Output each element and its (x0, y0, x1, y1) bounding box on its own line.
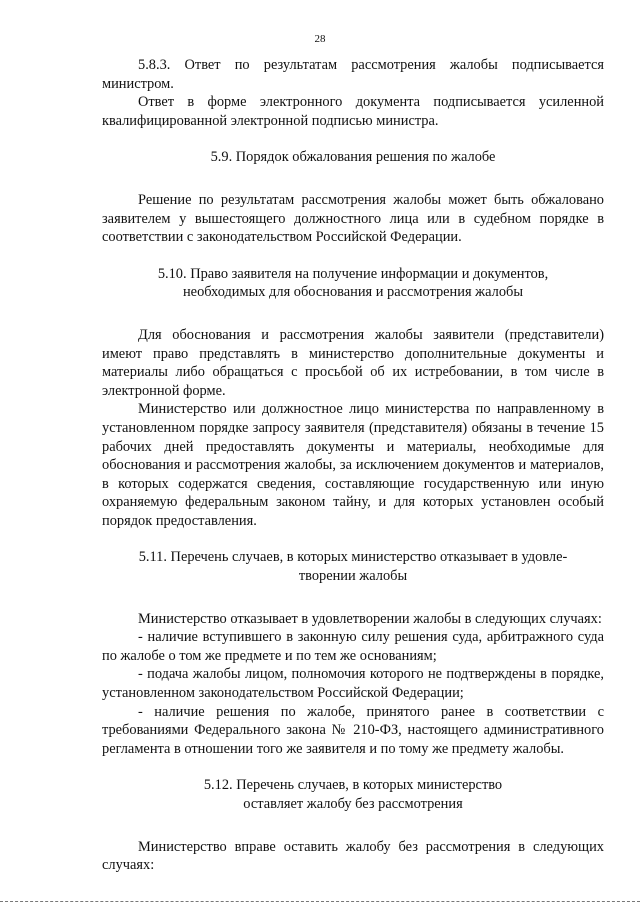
page-number: 28 (314, 33, 326, 45)
section-5-10-paragraph-1: Для обоснования и рассмотрения жалобы заявители (представители) имеют право представлять в министерство дополнительные документы и материалы либо обращаться с просьбой об их истребовании, в том числе в электронной форме. (102, 326, 604, 399)
section-5-10-paragraph-2: Министерство или должностное лицо министерства по направленному в установленном порядке запросу заявителя (представителя) обязаны в течение 15 рабочих дней предоставлять документы и материалы, необходимые для обоснования и рассмотрения жалобы, за исключением документов и материалов, в которых содержатся сведения, составляющие государственную или иную охраняемую федеральным законом тайну, и для которых установлен особый порядок предоставления. (102, 401, 604, 529)
section-5-9-paragraph-1: Решение по результатам рассмотрения жалобы может быть обжаловано заявителем у вышестоящего должностного лица или в судебном порядке в соответствии с законодательством Российской Федерации. (102, 191, 604, 246)
section-5-11-paragraph-1: Министерство отказывает в удовлетворении жалобы в следующих случаях: (138, 610, 602, 627)
section-5-8-3-paragraph-2: Ответ в форме электронного документа подписывается усиленной квалифицированной электронной подписью министра. (102, 94, 604, 129)
section-5-11-heading: 5.11. Перечень случаев, в которых министерство отказывает в удовле- творении жалобы (138, 549, 568, 585)
section-5-10-heading: 5.10. Право заявителя на получение информации и документов, необходимых для обоснования и рассмотрения жалобы (157, 265, 549, 301)
document-body (102, 56, 604, 875)
section-5-12-paragraph-1: Министерство вправе оставить жалобу без рассмотрения в следующих случаях: (102, 838, 604, 874)
section-5-11-list-item-3: - наличие решения по жалобе, принятого ранее в соответствии с требованиями Федерального закона № 210-ФЗ, настоящего административного регламента в отношении того же заявителя и по тому же предмету жалобы. (102, 703, 604, 757)
section-5-12-heading: 5.12. Перечень случаев, в которых министерство оставляет жалобу без рассмотрения (203, 777, 503, 812)
section-5-11-list-item-1: - наличие вступившего в законную силу решения суда, арбитражного суда по жалобе о том же предмете и по тем же основаниям; (102, 629, 604, 664)
section-5-9-heading: 5.9. Порядок обжалования решения по жалобе (210, 149, 496, 166)
page-bottom-edge (0, 901, 640, 902)
section-5-11-list-item-2: - подача жалобы лицом, полномочия которого не подтверждены в порядке, установленном законодательством Российской Федерации; (102, 666, 604, 702)
section-5-8-3-paragraph-1: 5.8.3. Ответ по результатам рассмотрения жалобы подписывается министром. (102, 57, 604, 92)
